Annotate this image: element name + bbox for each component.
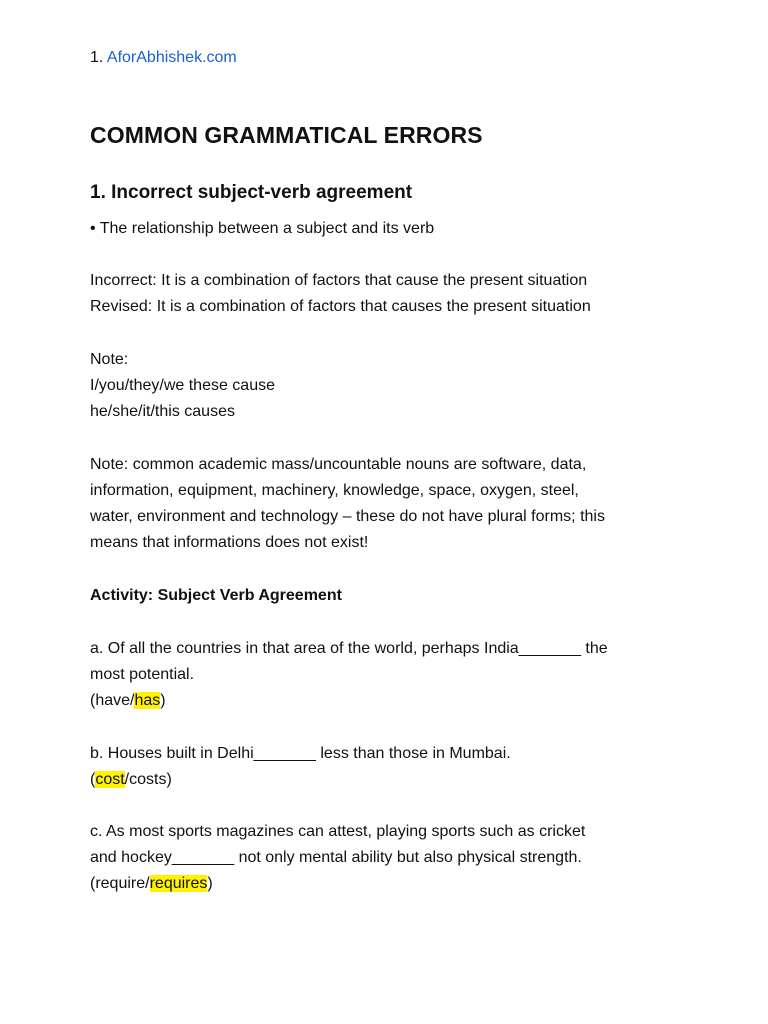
option-have: have: [95, 692, 131, 709]
note-uncountable: [90, 452, 605, 556]
question-text: c. As most sports magazines can attest, playing sports such as cricket: [90, 823, 586, 840]
note-pronouns: [90, 347, 275, 425]
source-link[interactable]: AforAbhishek.com: [106, 49, 237, 66]
section-heading: 1. Incorrect subject-verb agreement: [90, 182, 413, 203]
note-uncountable-line: Note: common academic mass/uncountable nouns are software, data,: [90, 456, 587, 473]
incorrect-example: [90, 268, 591, 320]
highlighted-answer: has: [134, 692, 161, 709]
question-text: b. Houses built in Delhi_______ less than those in Mumbai.: [90, 745, 511, 762]
highlighted-answer: cost: [95, 771, 125, 788]
source-number: 1.: [90, 49, 104, 66]
question-text: most potential.: [90, 666, 195, 683]
option-costs: costs: [129, 771, 167, 788]
bullet-point: • The relationship between a subject and its verb: [90, 220, 435, 237]
note-label: Note:: [90, 351, 129, 368]
answer-options: (require/requires): [90, 875, 213, 892]
activity-heading: Activity: Subject Verb Agreement: [90, 587, 342, 604]
source-line: [90, 47, 237, 69]
question-text: a. Of all the countries in that area of the world, perhaps India_______ the: [90, 640, 608, 657]
note-uncountable-line: information, equipment, machinery, knowledge, space, oxygen, steel,: [90, 482, 579, 499]
note-uncountable-line: means that informations does not exist!: [90, 534, 369, 551]
answer-options: (have/has): [90, 692, 166, 709]
activity-item-a: [90, 636, 608, 714]
note-uncountable-line: water, environment and technology – these do not have plural forms; this: [90, 508, 605, 525]
activity-item-b: [90, 741, 511, 793]
question-text: and hockey_______ not only mental ability but also physical strength.: [90, 849, 582, 866]
note-singular-line: he/she/it/this causes: [90, 403, 235, 420]
document-title: COMMON GRAMMATICAL ERRORS: [90, 122, 483, 148]
activity-item-c: [90, 819, 585, 897]
answer-options: (cost/costs): [90, 771, 172, 788]
option-require: require: [95, 875, 146, 892]
revised-sentence: Revised: It is a combination of factors that causes the present situation: [90, 298, 591, 315]
highlighted-answer: requires: [149, 875, 208, 892]
note-plural-line: I/you/they/we these cause: [90, 377, 275, 394]
incorrect-sentence: Incorrect: It is a combination of factors that cause the present situation: [90, 272, 588, 289]
